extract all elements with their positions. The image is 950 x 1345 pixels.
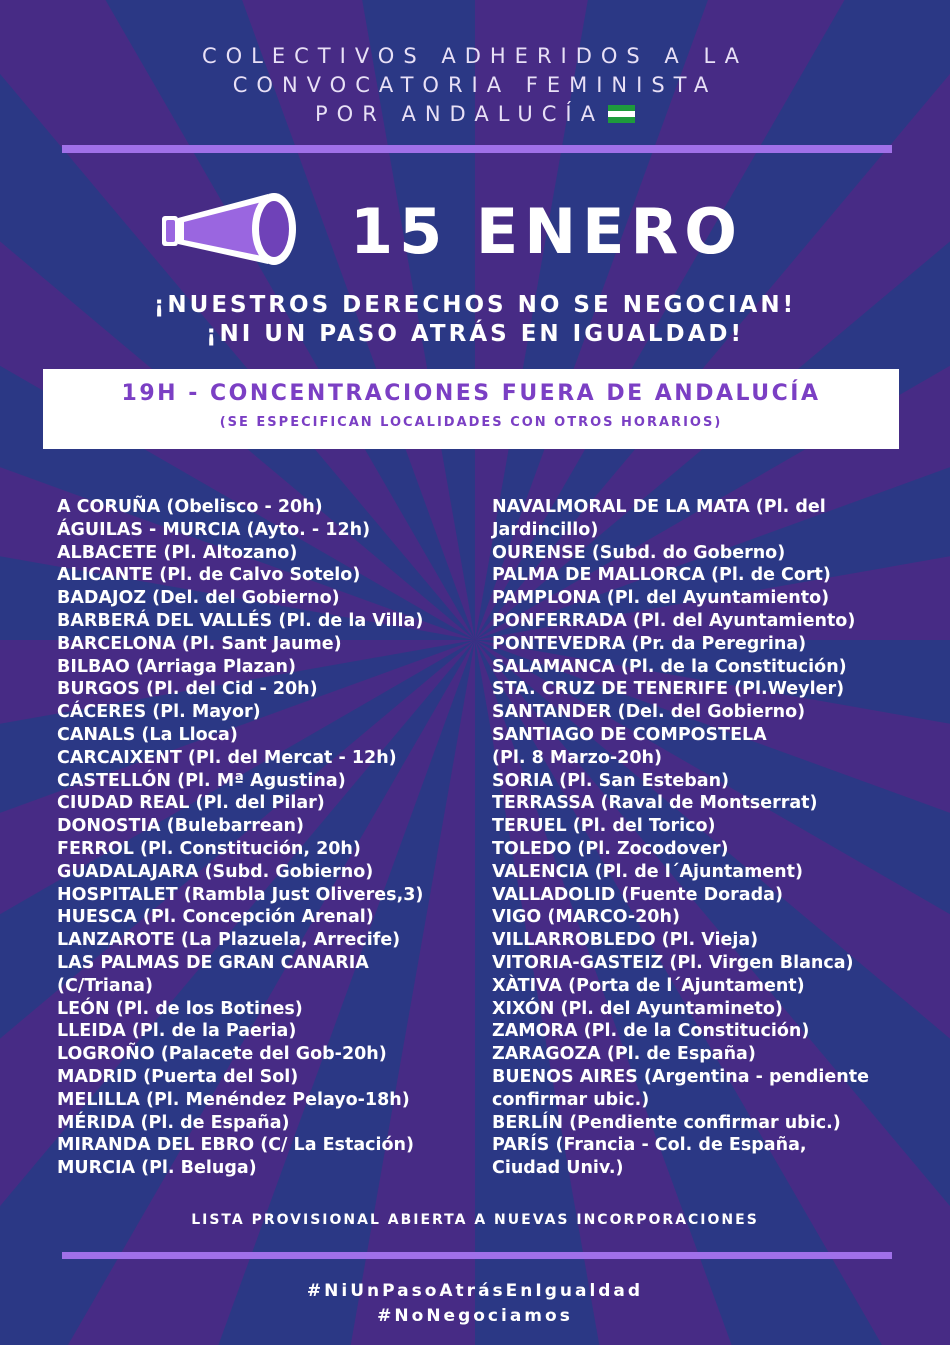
location-item: confirmar ubic.) [492,1089,650,1110]
location-item: DONOSTIA (Bulebarrean) [57,816,305,837]
header-text [0,42,950,129]
header-line-2: CONVOCATORIA FEMINISTA [232,73,718,97]
location-item: VALENCIA (Pl. de l´Ajuntament) [492,861,804,882]
location-item: BURGOS (Pl. del Cid - 20h) [57,679,318,700]
location-item: ZARAGOZA (Pl. de España) [492,1044,756,1065]
location-item: BUENOS AIRES (Argentina - pendiente [492,1066,869,1087]
location-item: BERLÍN (Pendiente confirmar ubic.) [492,1112,841,1133]
header-line-1: COLECTIVOS ADHERIDOS A LA [201,44,749,68]
location-item: SANTIAGO DE COMPOSTELA [492,724,767,745]
location-item: A CORUÑA (Obelisco - 20h) [57,497,323,517]
location-item: MADRID (Puerta del Sol) [57,1066,299,1087]
location-item: CANALS (La Lloca) [57,724,238,745]
bottom-divider [62,1252,892,1259]
location-item: Ciudad Univ.) [492,1158,624,1179]
date-title: 15 ENERO [350,195,743,268]
location-item: VITORIA-GASTEIZ (Pl. Virgen Blanca) [492,952,854,973]
hashtags [0,1279,950,1329]
location-item: PARÍS (Francia - Col. de España, [492,1135,807,1156]
location-item: SORIA (Pl. San Esteban) [492,770,730,791]
location-item: MELILLA (Pl. Menéndez Pelayo-18h) [57,1089,410,1110]
top-divider [62,145,892,153]
location-item: (C/Triana) [57,975,153,996]
location-item: SALAMANCA (Pl. de la Constitución) [492,656,847,677]
time-banner [43,369,899,449]
location-item: LOGROÑO (Palacete del Gob-20h) [57,1044,387,1065]
location-item: LLEIDA (Pl. de la Paeria) [57,1021,297,1042]
location-item: OURENSE (Subd. do Goberno) [492,542,786,563]
location-item: VILLARROBLEDO (Pl. Vieja) [492,930,759,951]
location-item: TOLEDO (Pl. Zocodover) [492,838,729,859]
header-line-3-wrap [0,100,950,129]
location-item: LAS PALMAS DE GRAN CANARIA [57,952,369,973]
slogan-line-2: ¡NI UN PASO ATRÁS EN IGUALDAD! [206,321,744,347]
location-item: MÉRIDA (Pl. de España) [57,1112,290,1133]
location-item: FERROL (Pl. Constitución, 20h) [57,838,361,859]
location-item: STA. CRUZ DE TENERIFE (Pl.Weyler) [492,679,845,700]
location-item: SANTANDER (Del. del Gobierno) [492,702,806,723]
slogan [0,291,950,349]
slogan-line-1: ¡NUESTROS DERECHOS NO SE NEGOCIAN! [153,292,797,318]
location-item: PAMPLONA (Pl. del Ayuntamiento) [492,588,830,609]
hashtag-1: #NiUnPasoAtrásEnIgualdad [306,1281,644,1301]
location-item: Jardincillo) [492,519,599,540]
banner-title: 19H - CONCENTRACIONES FUERA DE ANDALUCÍA [121,381,821,406]
location-item: GUADALAJARA (Subd. Gobierno) [57,861,374,882]
location-item: XÀTIVA (Porta de l´Ajuntament) [492,975,805,996]
locations-left-column [57,496,467,1180]
location-item: HOSPITALET (Rambla Just Oliveres,3) [57,884,424,905]
location-item: PONTEVEDRA (Pr. da Peregrina) [492,633,807,654]
location-item: VIGO (MARCO-20h) [492,907,680,928]
location-item: TERRASSA (Raval de Montserrat) [492,793,818,814]
location-item: ALBACETE (Pl. Altozano) [57,542,298,563]
location-item: BARCELONA (Pl. Sant Jaume) [57,633,342,654]
location-item: MURCIA (Pl. Beluga) [57,1158,257,1179]
location-item: BADAJOZ (Del. del Gobierno) [57,588,340,609]
location-item: LEÓN (Pl. de los Botines) [57,998,303,1019]
location-item: ÁGUILAS - MURCIA (Ayto. - 12h) [57,519,371,540]
location-item: LANZAROTE (La Plazuela, Arrecife) [57,930,401,951]
banner-subtitle: (SE ESPECIFICAN LOCALIDADES CON OTROS HORARIOS) [219,415,723,430]
andalusia-flag-icon [608,105,635,123]
location-item: BILBAO (Arriaga Plazan) [57,656,296,677]
megaphone-icon [158,188,308,270]
location-item: PALMA DE MALLORCA (Pl. de Cort) [492,565,831,586]
locations-right-column [492,496,912,1180]
location-item: BARBERÁ DEL VALLÉS (Pl. de la Villa) [57,610,424,631]
header-line-3: POR ANDALUCÍA [315,102,604,126]
location-item: CIUDAD REAL (Pl. del Pilar) [57,793,325,814]
location-item: CÁCERES (Pl. Mayor) [57,702,261,723]
location-item: ZAMORA (Pl. de la Constitución) [492,1021,810,1042]
location-item: CARCAIXENT (Pl. del Mercat - 12h) [57,747,397,768]
location-item: (Pl. 8 Marzo-20h) [492,747,662,768]
location-item: NAVALMORAL DE LA MATA (Pl. del [492,497,826,517]
location-item: ALICANTE (Pl. de Calvo Sotelo) [57,565,361,586]
location-item: HUESCA (Pl. Concepción Arenal) [57,907,374,928]
location-item: MIRANDA DEL EBRO (C/ La Estación) [57,1135,414,1156]
location-item: XIXÓN (Pl. del Ayuntamineto) [492,998,783,1019]
hashtag-2: #NoNegociamos [377,1306,573,1326]
location-item: TERUEL (Pl. del Torico) [492,816,716,837]
location-item: CASTELLÓN (Pl. Mª Agustina) [57,770,346,791]
location-item: VALLADOLID (Fuente Dorada) [492,884,783,905]
provisional-list-note: LISTA PROVISIONAL ABIERTA A NUEVAS INCORPORACIONES [191,1212,759,1228]
location-item: PONFERRADA (Pl. del Ayuntamiento) [492,610,856,631]
